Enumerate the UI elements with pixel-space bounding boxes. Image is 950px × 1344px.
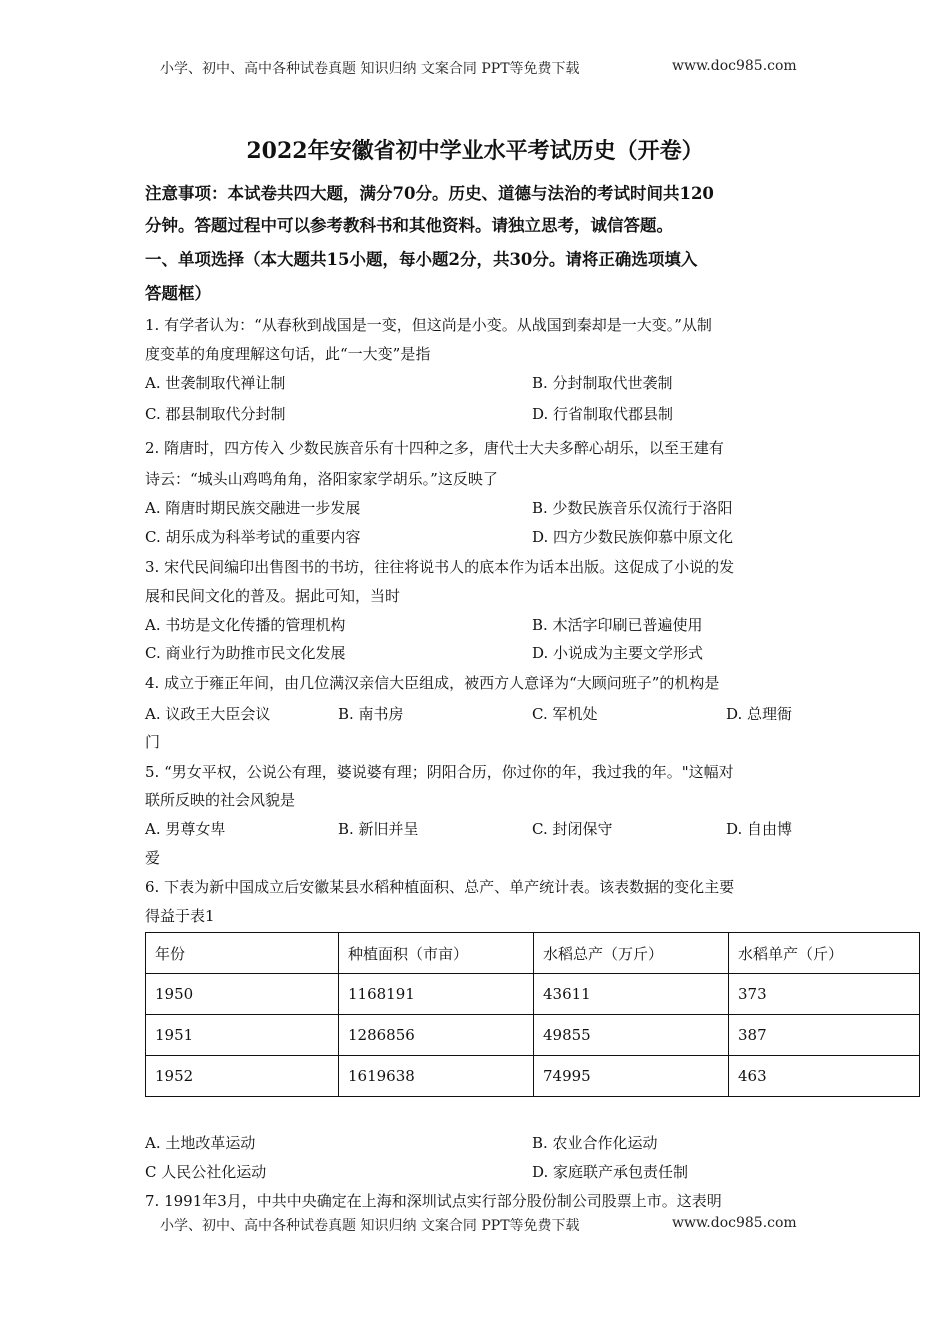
section-heading-line-2: 答题框） (145, 284, 211, 303)
q1-stem-line-1: 1. 有学者认为：“从春秋到战国是一变，但这尚是小变。从战国到秦却是一大变。”从制 (145, 316, 712, 334)
table-header-row (146, 933, 920, 974)
page-title: 2022年安徽省初中学业水平考试历史（开卷） (246, 138, 704, 164)
q1-option-a: A. 世袭制取代禅让制 (145, 374, 286, 392)
q3-stem-line-1: 3. 宋代民间编印出售图书的书坊，往往将说书人的底本作为话本出版。这促成了小说的发 (145, 558, 735, 576)
q3-option-a: A. 书坊是文化传播的管理机构 (145, 616, 346, 634)
q6-stem-line-1: 6. 下表为新中国成立后安徽某县水稻种植面积、总产、单产统计表。该表数据的变化主要 (145, 878, 735, 896)
q4-option-d-wrap: 门 (145, 733, 161, 751)
q1-stem-line-2: 度变革的角度理解这句话，此“一大变”是指 (145, 345, 431, 363)
q5-option-d: D. 自由博 (726, 820, 793, 838)
rice-statistics-table (145, 932, 920, 1097)
q1-option-c: C. 郡县制取代分封制 (145, 405, 286, 423)
q6-option-a: A. 土地改革运动 (145, 1134, 256, 1152)
notice-line-2: 分钟。答题过程中可以参考教科书和其他资料。请独立思考，诚信答题。 (145, 216, 673, 235)
header-left-text: 小学、初中、高中各种试卷真题 知识归纳 文案合同 PPT等免费下载 (160, 61, 580, 77)
section-heading-line-1: 一、单项选择（本大题共15小题，每小题2分，共30分。请将正确选项填入 (145, 250, 698, 269)
table-header-cell: 年份 (146, 933, 339, 974)
q1-option-b: B. 分封制取代世袭制 (532, 374, 673, 392)
table-cell: 49855 (534, 1015, 729, 1056)
table-header-cell: 水稻单产（斤） (729, 933, 920, 974)
table-row (146, 974, 920, 1015)
table-cell: 74995 (534, 1056, 729, 1097)
q6-option-d: D. 家庭联产承包责任制 (532, 1163, 689, 1181)
q3-option-d: D. 小说成为主要文学形式 (532, 644, 704, 662)
table-cell: 1950 (146, 974, 339, 1015)
footer-left-text: 小学、初中、高中各种试卷真题 知识归纳 文案合同 PPT等免费下载 (160, 1218, 580, 1234)
q5-stem-line-2: 联所反映的社会风貌是 (145, 791, 296, 809)
table-cell: 43611 (534, 974, 729, 1015)
q3-option-b: B. 木活字印刷已普遍使用 (532, 616, 703, 634)
table-cell: 1951 (146, 1015, 339, 1056)
q6-option-b: B. 农业合作化运动 (532, 1134, 658, 1152)
q3-option-c: C. 商业行为助推市民文化发展 (145, 644, 346, 662)
q2-stem-line-1: 2. 隋唐时，四方传入 少数民族音乐有十四种之多，唐代士大夫多醉心胡乐，以至王建有 (145, 439, 724, 457)
q7-stem-line-1: 7. 1991年3月，中共中央确定在上海和深圳试点实行部分股份制公司股票上市。这表明 (145, 1192, 722, 1210)
table-cell: 1286856 (339, 1015, 534, 1056)
table-row (146, 1056, 920, 1097)
footer-url-link[interactable]: www.doc985.com (672, 1215, 797, 1231)
table-header-cell: 水稻总产（万斤） (534, 933, 729, 974)
q4-option-d: D. 总理衙 (726, 705, 793, 723)
table-cell: 1619638 (339, 1056, 534, 1097)
header-url-link[interactable]: www.doc985.com (672, 58, 797, 74)
table-header-cell: 种植面积（市亩） (339, 933, 534, 974)
q2-stem-line-2: 诗云：“城头山鸡鸣角角，洛阳家家学胡乐。”这反映了 (145, 470, 498, 488)
table-cell: 387 (729, 1015, 920, 1056)
q5-option-d-wrap: 爱 (145, 849, 161, 867)
q4-option-a: A. 议政王大臣会议 (145, 705, 271, 723)
q6-stem-line-2: 得益于表1 (145, 907, 215, 925)
table-cell: 463 (729, 1056, 920, 1097)
q5-stem-line-1: 5. “男女平权，公说公有理，婆说婆有理；阴阳合历，你过你的年，我过我的年。"这幅对 (145, 763, 734, 781)
table-cell: 373 (729, 974, 920, 1015)
q6-option-c: C 人民公社化运动 (145, 1163, 267, 1181)
q4-option-c: C. 军机处 (532, 705, 598, 723)
table-row (146, 1015, 920, 1056)
q5-option-c: C. 封闭保守 (532, 820, 613, 838)
table-cell: 1952 (146, 1056, 339, 1097)
q2-option-a: A. 隋唐时期民族交融进一步发展 (145, 499, 361, 517)
table-cell: 1168191 (339, 974, 534, 1015)
q5-option-b: B. 新旧并呈 (338, 820, 419, 838)
q4-option-b: B. 南书房 (338, 705, 404, 723)
q4-stem-line-1: 4. 成立于雍正年间，由几位满汉亲信大臣组成，被西方人意译为“大顾问班子”的机构是 (145, 674, 720, 692)
notice-line-1: 注意事项：本试卷共四大题，满分70分。历史、道德与法治的考试时间共120 (145, 184, 714, 203)
q2-option-c: C. 胡乐成为科举考试的重要内容 (145, 528, 361, 546)
q2-option-d: D. 四方少数民族仰慕中原文化 (532, 528, 734, 546)
q5-option-a: A. 男尊女卑 (145, 820, 226, 838)
q1-option-d: D. 行省制取代郡县制 (532, 405, 674, 423)
q2-option-b: B. 少数民族音乐仅流行于洛阳 (532, 499, 733, 517)
q3-stem-line-2: 展和民间文化的普及。据此可知，当时 (145, 587, 401, 605)
